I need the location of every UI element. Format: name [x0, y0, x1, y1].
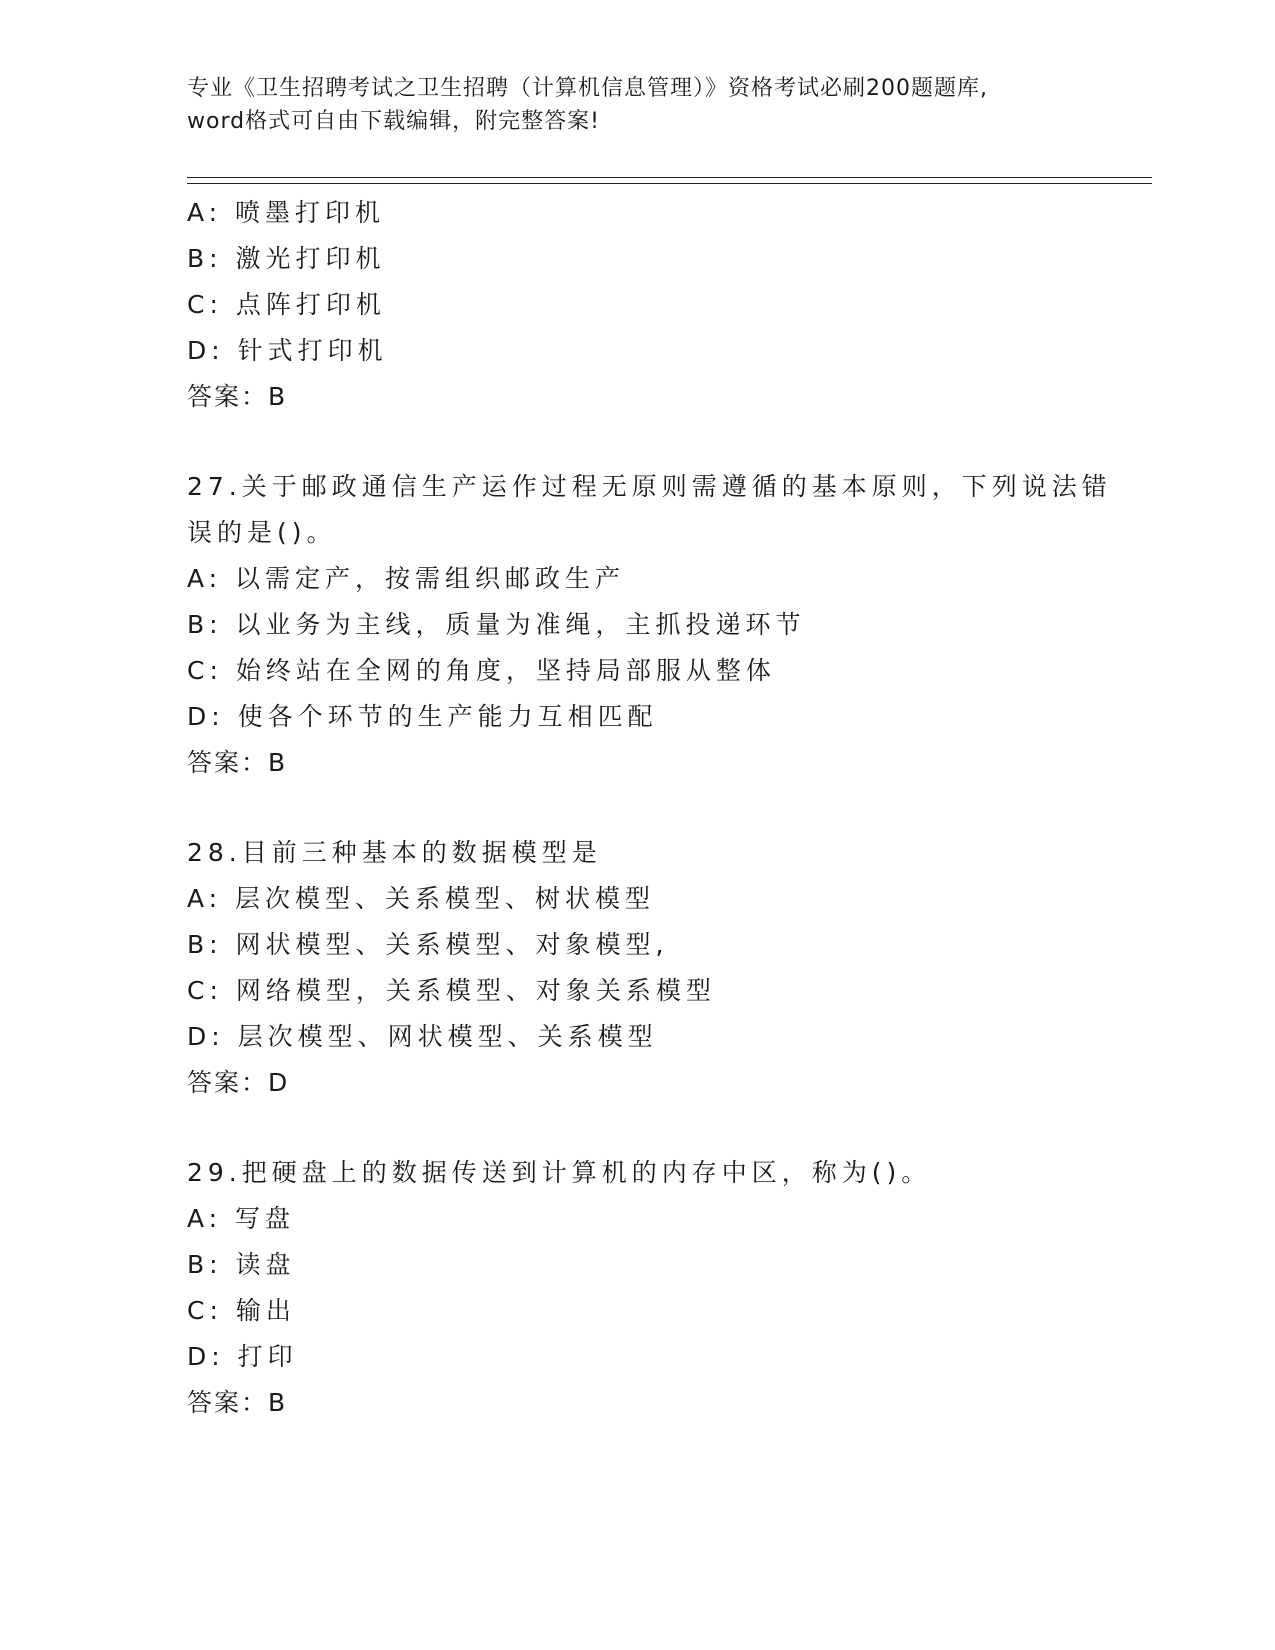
answer: 答案：B: [187, 1388, 288, 1417]
option-d: D: 层次模型、网状模型、关系模型: [187, 1022, 658, 1051]
question-text-line-2: 误的是()。: [187, 518, 337, 547]
question-27: [187, 464, 1147, 786]
header-divider-bottom: [187, 183, 1152, 184]
option-d: D: 使各个环节的生产能力互相匹配: [187, 702, 658, 731]
option-c: C: 始终站在全网的角度，坚持局部服从整体: [187, 656, 776, 685]
answer: 答案：D: [187, 1068, 290, 1097]
question-29: [187, 1150, 1147, 1426]
header-title-line-2: word格式可自由下载编辑，附完整答案!: [187, 109, 600, 134]
question-26-continued: [187, 190, 1147, 420]
question-text-line-1: 28.目前三种基本的数据模型是: [187, 838, 602, 867]
question-text-line-1: 27.关于邮政通信生产运作过程无原则需遵循的基本原则，下列说法错: [187, 472, 1112, 501]
page-header: [187, 72, 1087, 138]
header-title-line-1: 专业《卫生招聘考试之卫生招聘（计算机信息管理）》资格考试必刷200题题库,: [187, 76, 988, 101]
option-d: D: 针式打印机: [187, 336, 388, 365]
answer: 答案：B: [187, 748, 288, 777]
option-b: B: 激光打印机: [187, 244, 386, 273]
option-a: A: 以需定产，按需组织邮政生产: [187, 564, 626, 593]
question-text-line-1: 29.把硬盘上的数据传送到计算机的内存中区，称为()。: [187, 1158, 932, 1187]
option-b: B: 网状模型、关系模型、对象模型,: [187, 930, 669, 959]
option-a: A: 层次模型、关系模型、树状模型: [187, 884, 656, 913]
question-28: [187, 830, 1147, 1106]
option-a: A: 喷墨打印机: [187, 198, 386, 227]
question-spacer: [187, 1106, 1147, 1150]
option-c: C: 输出: [187, 1296, 296, 1325]
question-spacer: [187, 786, 1147, 830]
header-divider-top: [187, 177, 1152, 178]
question-spacer: [187, 420, 1147, 464]
option-b: B: 读盘: [187, 1250, 296, 1279]
option-c: C: 点阵打印机: [187, 290, 386, 319]
option-b: B: 以业务为主线，质量为准绳，主抓投递环节: [187, 610, 806, 639]
answer: 答案：B: [187, 382, 288, 411]
option-d: D: 打印: [187, 1342, 298, 1371]
question-list: [187, 190, 1147, 1426]
option-a: A: 写盘: [187, 1204, 296, 1233]
option-c: C: 网络模型，关系模型、对象关系模型: [187, 976, 716, 1005]
